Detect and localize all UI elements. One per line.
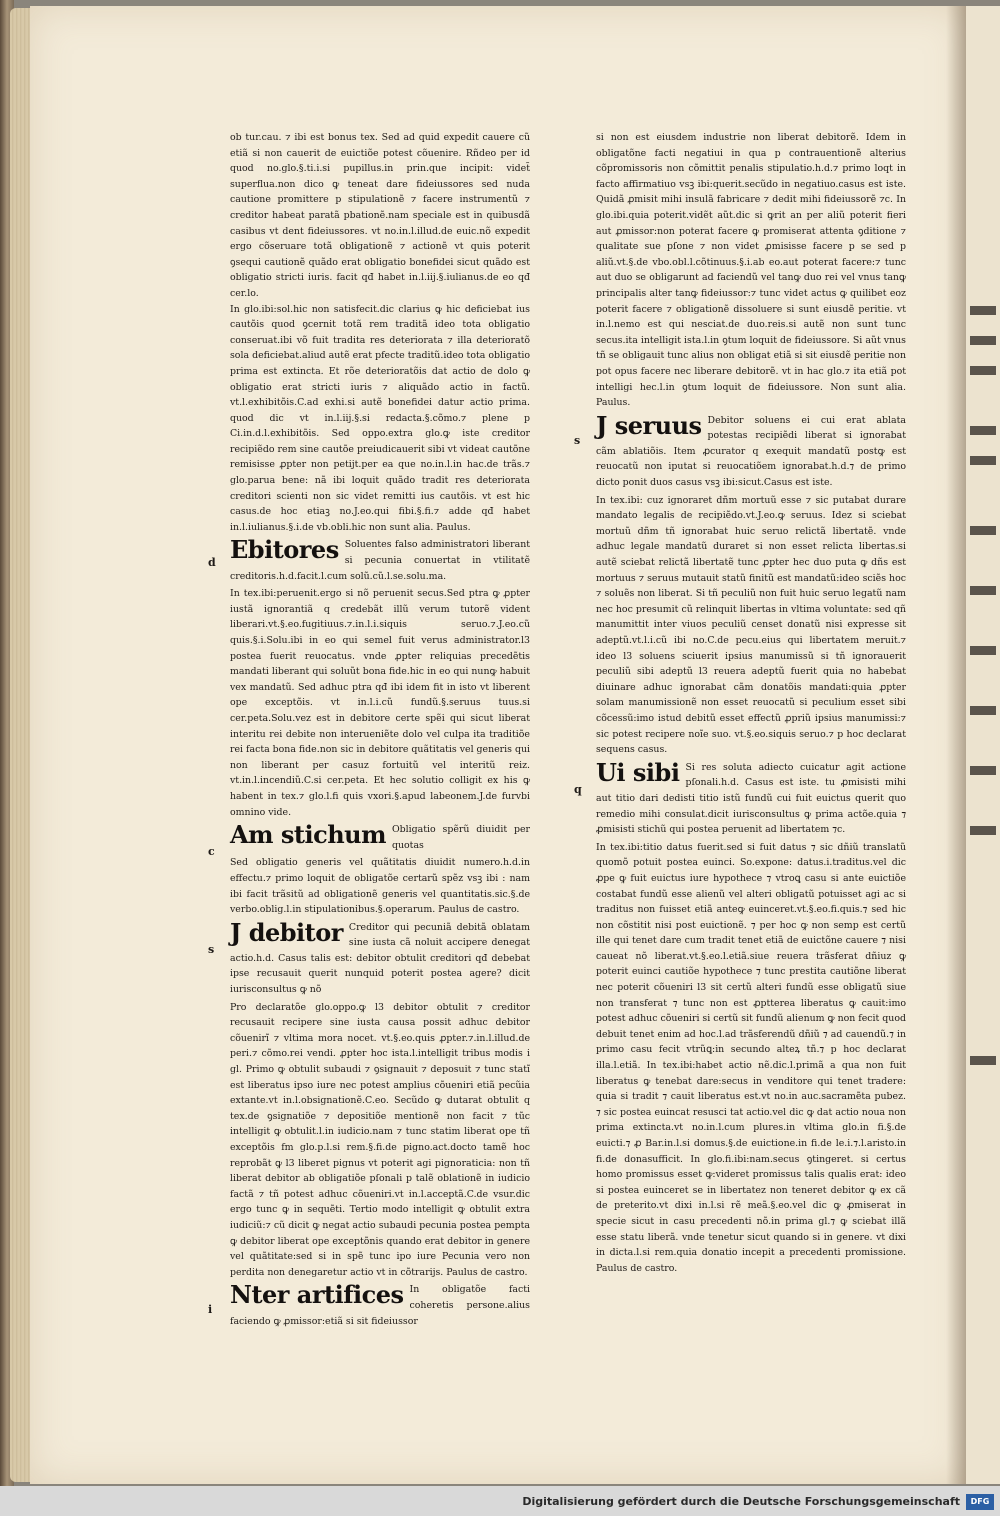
section-heading-seruus — [574, 410, 906, 491]
left-text-column — [208, 130, 530, 1331]
left-paragraph-4: Sed obligatio generis vel quãtitatis diuidit numero.h.d.in effectu.⁊ primo loquit de obligatõe certarũ spẽz vsꝫ ibi : nam ibi facit trãsitũ ad obligationẽ generis vel quantitatis.sic.§.de verbo.oblig.l.in stipulationibus.§.operarum. Paulus de castro. — [230, 857, 530, 916]
margin-letter: q — [574, 782, 582, 796]
facing-page-text-fragment — [970, 1056, 996, 1065]
section-title: Ebitores — [230, 535, 339, 565]
left-paragraph-5: Pro declaratõe glo.oppo.ꝙ l3 debitor obtulit ⁊ creditor recusauit recipere sine iusta causa possit adhuc debitor cõuenirĩ ⁊ vltima mora nocet. vt.§.eo.quis ꝓpter.⁊.in.l.illud.de peri.⁊ cõmo.rei vendi. ꝓpter hoc ista.l.intelligit tribus modis i gl. Primo ꝙ obtulit subaudi ⁊ ꝯsignauit ⁊ deposuit ⁊ tunc statĩ est liberatus ipso iure nec potest amplius cõueniri etiã pecũia extante.vt in.l.obsignationẽ.C.eo. Secũdo ꝙ dutarat obtulit q tex.de ꝯsignatiõe ⁊ depositiõe mentionẽ non facit ⁊ tũc intelligit ꝙ obtulit.l.in iudicio.nam ⁊ tunc statim liberat ope tñ exceptõis fm glo.p.l.si rem.§.fi.de pigno.act.docto tamẽ hoc reprobãt ꝙ l3 liberet pignus vt poterit agi pignoraticia: non tñ liberat debitor ab obligatiõe pſonali p talẽ oblationẽ in iudicio factã ⁊ tñ potest adhuc cõueniri.vt in.l.acceptã.C.de vsur.dic ergo tunc ꝙ in sequẽti. Tertio modo intelligit ꝙ obtulit extra iudiciũ:⁊ cũ dicit ꝙ negat actio subaudi pecunia postea pempta ꝙ debitor liberat ope exceptõnis quando erat debitor in genere vel quãtitate:sed si in spẽ tunc ipo iure Pecunia vero non perdita non denegaretur actio vt in cõtrarijs. Paulus de castro. — [230, 1001, 530, 1278]
section-summary: Obligatio spẽrũ diuidit per quotas — [392, 824, 530, 851]
facing-page-text-fragment — [970, 526, 996, 535]
section-heading-stichum — [208, 820, 530, 859]
right-text-column — [574, 130, 906, 1276]
section-summary: In obligatõe facti coheretis persone.alius faciendo ꝙ ꝓmissor:etiã si sit fideiussor — [230, 1284, 530, 1327]
section-title: J debitor — [230, 917, 343, 947]
section-summary: Debitor soluens ei cui erat ablata potestas recipiẽdi liberat si ignorabat cãm ablatiõis. Item ꝓcurator q exequit mandatũ postꝙ est reuocatũ non iputat si reuocatiõem ignorabat.h.d.⁊ de primo dicto ponit duos casus vsꝫ ibi:sicut.Casus est iste. — [596, 414, 906, 489]
digitization-footer — [0, 1486, 1000, 1516]
margin-letter: s — [208, 942, 215, 956]
section-heading-inter-artifices — [208, 1280, 530, 1329]
margin-letter: s — [574, 433, 581, 447]
facing-page-text-fragment — [970, 766, 996, 775]
facing-page-text-fragment — [970, 426, 996, 435]
right-paragraph-1: si non est eiusdem industrie non liberat debitorẽ. Idem in obligatõne facti negatiui in qua p contrauentionẽ alterius cõpromissoris non cõmittit penalis stipulatio.h.d.⁊ primo loqt in facto affirmatiuo vsꝫ ibi:querit.secũdo in negatiuo.casus est iste. Quidã ꝓmisit mihi insulã fabricare ⁊ dedit mihi fideiussorẽ ⁊c. In glo.ibi.quia poterit.vidẽt aũt.dic si ꝙrit an per aliũ poterit fieri aut ꝓmissor:non poterat facere ꝙ promiserat attenta ꝯditione ⁊ qualitate sue pſone ⁊ non videt ꝓmisisse facere p se sed p aliũ.vt.§.de vbo.obl.l.cõtinuus.§.i.ab eo.aut poterat facere:⁊ tunc aut duo se obligarunt ad faciendũ vel tanꝙ duo rei vel vnus tanꝙ principalis alter tanꝙ fideiussor:⁊ tunc videt actus ꝙ quilibet eoz poterit facere ⁊ obligationẽ dissoluere si sunt eiusdẽ peritie. vt in.l.nemo est qui nesciat.de duo.reis.si autẽ non sunt tunc secus.ita intelligit ista.l.in ꝯtum loquit de fideiussore. Si aũt vnus tñ se obligauit tunc alius non obligat etiã si sit eiusdẽ peritie non pot opus facere nec liberare debitorẽ. vt in hac glo.⁊ ita etiã pot intelligi hec.l.in ꝯtum loquit de fideiussore. Non sunt alia. Paulus. — [596, 132, 906, 409]
section-title: Nter artifices — [230, 1280, 404, 1310]
facing-page-text-fragment — [970, 336, 996, 345]
facing-page-text-fragment — [970, 646, 996, 655]
section-heading-ui-sibi — [574, 757, 906, 838]
section-heading-debitor — [208, 917, 530, 998]
section-title: Ui sibi — [596, 757, 680, 787]
left-paragraph-1: ob tur.cau. ⁊ ibi est bonus tex. Sed ad quid expedit cauere cũ etiã si non cauerit de euictiõe potest cõuenire. Rñdeo per id quod no.glo.§.ti.i.si pupillus.in prin.que incipit: videt̃ superflua.non dico ꝙ teneat dare fideiussores sed nuda cautione promittere p stipulationẽ ⁊ facere instrumentũ ⁊ creditor habeat paratã pbationẽ.nam speciale est in quibusdã casibus vt dent fideiussores. vt no.in.l.illud.de euic.nõ expedit ergo cõseruare totã obligationẽ ⁊ actionẽ vt quis poterit ꝯsequi cautionẽ quãdo erat obligatio bonefidei sicut quãdo est obligatio stricti iuris. facit qđ habet in.l.iij.§.iulianus.de eo qđ cer.lo. — [230, 132, 530, 299]
section-summary: Soluentes falso administratori liberant si pecunia conuertat in vtilitatẽ creditoris.h.d.facit.l.cum solũ.cũ.l.se.solu.ma. — [230, 539, 530, 582]
dfg-logo: DFG — [966, 1494, 994, 1510]
section-summary: Creditor qui pecuniã debitã oblatam sine iusta cã noluit accipere denegat actio.h.d. Casus talis est: debitor obtulit creditori qđ debebat ipse recusauit querit nunquid poterit postea agere? dicit iurisconsultus ꝙ nõ — [230, 921, 530, 996]
page-gutter-shadow — [946, 6, 966, 1484]
facing-page-text-fragment — [970, 306, 996, 315]
facing-page-text-fragment — [970, 706, 996, 715]
right-paragraph-3: In tex.ibi:titio datus fuerit.sed si fuit datus ⁊ sic dñiũ translatũ quomõ potuit postea euinci. So.expone: datus.i.traditus.vel dic ꝓpe ꝙ fuit euictus iure hypothece ⁊ vtroꝗ casu si ante euictiõe costabat fundũ esse alienũ vel alteri obligatũ potuisset agi ac si traditus non fuisset etiã anteꝙ euinceret.vt.§.eo.fi.quis.⁊ sed hic non cõstitit nisi post euictionẽ. ⁊ per hoc ꝙ non semp est certũ ille qui tenet dare cum tradit tenet etiã de euictõne cauere ⁊ nisi caueat nõ liberat.vt.§.eo.l.etiã.siue reuera trãsferat dñiuz ꝙ poterit euinci cautiõe hypothece ⁊ tunc prestita cautiõne liberat nec poterit cõueniri l3 sit certũ alteri fundũ esse obligatũ siue non transferat ⁊ tunc non est ꝓptterea liberatus ꝙ cauit:imo potest adhuc cõueniri si certũ sit fundũ alienum ꝙ non fecit quod debuit tenet enim ad hoc.l.ad trãsferendũ dñiũ ⁊ ad cauendũ.⁊ in primo casu fecit vtrũꝗ:in secundo alteꝝ tñ.⁊ p hoc declarat illa.l.etiã. In tex.ibi:habet actio nẽ.dic.l.primã a qua non fuit liberatus ꝙ tenebat dare:secus in venditore qui tenet tradere: quia si tradit ⁊ cauit liberatus est.vt no.in auc.sacramẽta pubez. ⁊ sic postea euincat resusci tat actio.vel dic ꝙ dat actio noua non prima extincta.vt no.in.l.cum plures.in vltima glo.in fi.§.de euicti.⁊ ꝓ Bar.in.l.si domus.§.de euictione.in fi.de le.i.⁊.l.aristo.in fi.de donasufficit. In glo.fi.ibi:nam.secus ꝯtingeret. si certus homo promissus esset ꝙ:videret promissus talis qualis erat: ideo si postea euinceret se in libertatez non teneret debitor ꝙ ex cã de preterito.vt dixi in.l.si rẽ meã.§.eo.vel dic ꝙ ꝓmiserat in specie sicut in casu precedenti nõ.in prima gl.⁊ ꝙ sciebat illã esse statu liberã. vnde tenetur sicut quando si in genere. vt dixi in dicta.l.si rem.quia donatio incepit a precedenti promissione. Paulus de castro. — [596, 841, 906, 1274]
section-title: J seruus — [596, 410, 702, 440]
left-paragraph-3: In tex.ibi:peruenit.ergo si nõ peruenit secus.Sed ptra ꝙ ꝓpter iustã ignorantiã q credebãt illũ verum tutorẽ vident liberari.vt.§.eo.fugitiuus.⁊.in.l.i.siquis seruo.⁊.J.eo.cũ quis.§.i.Solu.ibi in eo qui semel fuit verus administrator.l3 postea fuerit reuocatus. vnde ꝓpter reliquias precedẽtis mandati liberant qui soluũt bona fide.hic in eo qui nunꝙ habuit vex mandatũ. Sed adhuc ptra qđ ibi idem fit in isto vt liberent ope exceptõis. vt in.l.i.cũ fundũ.§.seruus tuus.si cer.peta.Solu.vez est in debitore certe spẽi qui sicut liberat interitu rei debite non interueniẽte dolo vel culpa ita traditiõe rei facta bona fide.non sic in debitore quãtitatis vel generis qui non liberant per casuz fortuitũ vel interitũ reiz. vt.in.l.incendiũ.C.si cer.peta. Et hec solutio colligit ex his ꝙ habent in tex.⁊ glo.l.fi quis vxori.§.apud labeonem.J.de furvbi omnino vide. — [230, 588, 530, 818]
facing-page-text-fragment — [970, 366, 996, 375]
margin-letter: d — [208, 556, 216, 570]
margin-letter: c — [208, 845, 215, 859]
section-heading-debitores — [208, 535, 530, 584]
scanned-page — [30, 6, 966, 1484]
facing-page-text-fragment — [970, 826, 996, 835]
right-paragraph-2: In tex.ibi: cuz ignoraret dñm mortuũ esse ⁊ sic putabat durare mandato legalis de recipiẽdo.vt.J.eo.ꝙ seruus. Idez si sciebat mortuũ dñm tñ ignorabat huic seruo relictã libertatẽ. vnde adhuc legale mandatũ duraret si non esset relicta libertas.si autẽ sciebat relictã libertatẽ tunc ꝓpter hec duo puta ꝙ dñs est mortuus ⁊ seruus mutauit statũ finitũ est mandatũ:ideo sciẽs hoc ⁊ soluẽs non liberat. Si tñ peculiũ non fuit huic seruo legatũ nam nec hoc presumit cũ relinquit libertas in vltima voluntate: sed qñ manumittit inter viuos peculiũ censet donatũ nisi expresse sit adeptũ.vt.l.i.cũ ibi no.C.de pecu.eius qui libertatem meruit.⁊ ideo l3 soluens sciuerit ipsius manumissũ si tñ ignorauerit peculiũ sibi adeptũ l3 reuera adeptũ fuerit quia no habebat diuinare adhuc ignorabat cãm donatõis mandati:quia ꝓpter solam manumissionẽ non esset reuocatũ si peculium esset sibi cõcessũ:imo istud debitũ esset effectũ ꝓpriũ ipsius manumissi:⁊ sic potest recipere noĩe suo. vt.§.eo.siquis seruo.⁊ p hoc declarat sequens casus. — [596, 494, 906, 756]
funding-credit-text: Digitalisierung gefördert durch die Deutsche Forschungsgemeinschaft — [522, 1495, 960, 1508]
facing-page-text-fragment — [970, 586, 996, 595]
margin-letter: i — [208, 1303, 213, 1317]
section-summary: Si res soluta adiecto cuicatur agit actione pſonali.h.d. Casus est iste. tu ꝓmisisti mihi aut titio dari dedisti titio istũ fundũ cui fuit euictus querit quo remedio mihi consulat.dicit iurisconsultus ꝙ prima actõe.quia ⁊ ꝓmisisti stichũ qui postea peruenit ad libertatem ⁊c. — [596, 761, 906, 836]
section-title: Am stichum — [230, 820, 386, 850]
facing-page-edge — [966, 6, 1000, 1484]
facing-page-text-fragment — [970, 456, 996, 465]
left-paragraph-2: In glo.ibi:sol.hic non satisfecit.dic clarius ꝙ hic deficiebat ius cautõis quod ꝯcernit totã rem traditã ideo tota obligatio conseruat.ibi võ fuit tradita res deteriorata ⁊ illa deterioratõ sola deficiebat.aliud autẽ erat pfecte traditũ.ideo tota obligatio prima est extincta. Et rõe deterioratõis dat actio de dolo ꝙ obligatio erat stricti iuris ⁊ aliquãdo actio in factũ. vt.l.exhibitõis.C.ad exhi.si autẽ bonefidei datur actio prima. quod dic vt in.l.iij.§.si redacta.§.cõmo.⁊ plene p Ci.in.d.l.exhibitõis. Sed oppo.extra glo.ꝙ iste creditor recipiẽdo rem sine cautõe preiudicauerit sibi vt videat cautõne remisisse ꝓpter non petijt.per ea que no.in.l.in hac.de trãs.⁊ glo.parua bene: nã ibi loquit quãdo tradit res deteriorata creditori scienti non sic videt remitti ius cautõis. vt est hic casus.de hoc etiaꝫ no.J.eo.qui fibi.§.fi.⁊ adde qđ habet in.l.iulianus.§.i.de vb.obli.hic non sunt alia. Paulus. — [230, 303, 530, 533]
